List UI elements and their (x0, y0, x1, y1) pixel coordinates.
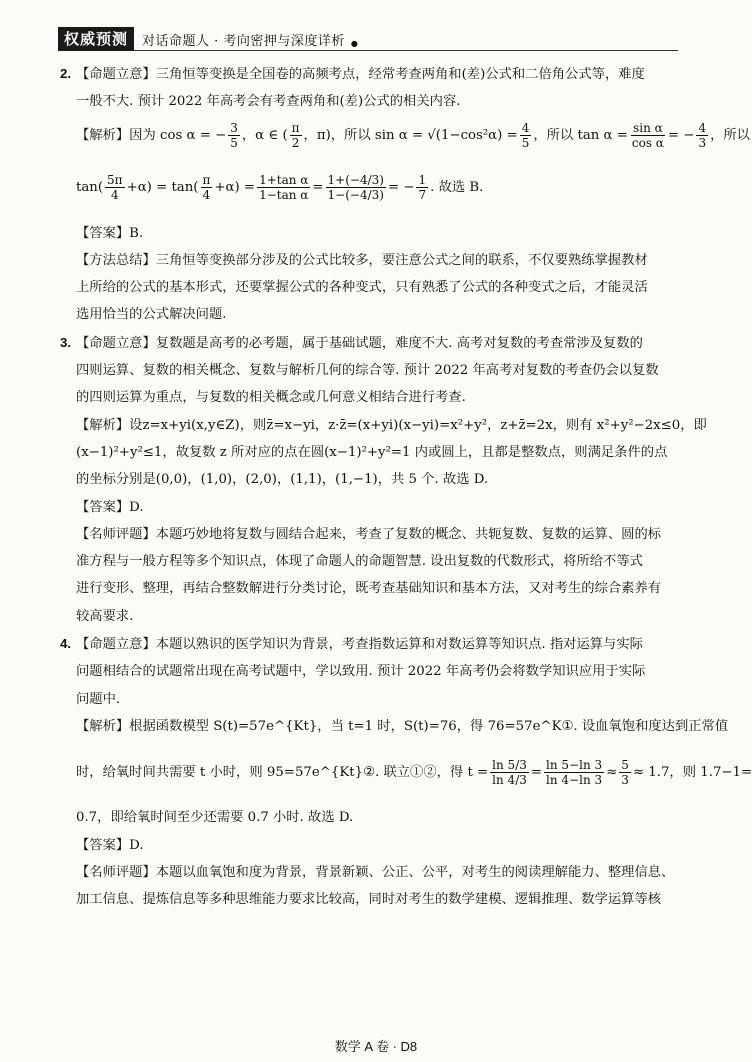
page-content (56, 60, 752, 913)
q3-comment-line-3: 进行变形、整理，再结合整数解进行分类讨论，既考查基础知识和基本方法，又对考生的综合素养有 (76, 581, 662, 597)
fraction: $\frac{4}{5}$ (521, 121, 530, 151)
q2-tan-line: tan( $\frac{5\pi}{4}$ +α) = tan( $\frac{\pi}{4}$ +α) = $\frac{\text{1+tan α}}{\text{1−tan α}}$ = $\frac{1+(-4/3)}{1-(-4/3)}$ = − $\frac{1}{7}$ . 故选 B. (76, 173, 484, 203)
fraction: $\frac{1+(-4/3)}{1-(-4/3)}$ (327, 173, 384, 203)
page-header (58, 28, 678, 51)
q4-intro-line-2: 问题相结合的试题常出现在高考试题中，学以致用. 预计 2022 年高考仍会将数学知识应用于实际 (76, 664, 646, 680)
fraction: $\frac{\pi}{2}$ (291, 121, 300, 151)
header-subtitle: 对话命题人 · 考向密押与深度详析 (142, 33, 345, 49)
question-4 (56, 630, 752, 913)
q4-comment-line-2: 加工信息、提炼信息等多种思维能力要求比较高，同时对考生的数学建模、逻辑推理、数学运算等核 (76, 892, 662, 908)
question-3 (56, 329, 707, 630)
q3-solution-line-3: 的坐标分别是(0,0)，(1,0)，(2,0)，(1,1)，(1,−1)，共 5 个. 故选 D. (76, 472, 489, 488)
q3-comment-line-4: 较高要求. (76, 608, 134, 624)
fraction: $\frac{5\pi}{4}$ (107, 173, 123, 203)
q2-method-line-3: 选用恰当的公式解决问题. (76, 307, 227, 323)
q4-comment-line-1: 【名师评题】本题以血氧饱和度为背景，背景新颖、公正、公平，对考生的阅读理解能力、整理信息、 (76, 864, 675, 880)
q3-solution-line-2: (x−1)²+y²≤1，故复数 z 所对应的点在圆(x−1)²+y²=1 内或圆上，且都是整数点，则满足条件的点 (76, 444, 668, 460)
fraction: $\frac{3}{5}$ (230, 121, 238, 151)
fraction: $\frac{\pi}{4}$ (202, 173, 211, 203)
q4-solution-line-1: 【解析】根据函数模型 S(t)=57e^{Kt}，当 t=1 时，S(t)=76，得 76=57e^K①. 设血氧饱和度达到正常值 (76, 718, 729, 734)
fraction: $\frac{\text{1+tan α}}{\text{1−tan α}}$ (259, 173, 309, 203)
q4-answer: 【答案】D. (76, 837, 144, 853)
page-footer: 数学 A 卷 · D8 (334, 1039, 418, 1054)
q2-intro-line-2: 一般不大. 预计 2022 年高考会有考查两角和(差)公式的相关内容. (76, 94, 461, 110)
q3-intro-line-3: 的四则运算为重点，与复数的相关概念或几何意义相结合进行考查. (76, 390, 466, 406)
q3-intro-line-2: 四则运算、复数的相关概念、复数与解析几何的综合等. 预计 2022 年高考对复数的考查仍会以复数 (76, 363, 659, 379)
q3-answer: 【答案】D. (76, 499, 144, 515)
q3-intro-line-1: 3. 【命题立意】复数题是高考的必考题，属于基础试题，难度不大. 高考对复数的考查常涉及复数的 (76, 329, 692, 357)
fraction: $\frac{5}{3}$ (621, 757, 629, 787)
q4-intro-line-1: 4. 【命题立意】本题以熟识的医学知识为背景，考查指数运算和对数运算等知识点. 指对运算与实际 (76, 630, 692, 658)
q2-number: 2. (60, 66, 72, 81)
q4-number: 4. (60, 636, 72, 652)
header-mark: ● (350, 38, 358, 48)
q3-comment-line-1: 【名师评题】本题巧妙地将复数与圆结合起来，考查了复数的概念、共轭复数、复数的运算、圆的标 (76, 526, 662, 542)
q2-solution-line: 【解析】因为 cos α = − $\frac{3}{5}$ ，α ∈ ( $\frac{\pi}{2}$ ，π)，所以 sin α = √(1−cos²α) = $\frac{4}{5}$ ，所以 tan α = $\frac{\text{sin α}}{\text{cos α}}$ = − $\frac{4}{3}$ ，所以 (76, 121, 750, 151)
fraction: $\frac{\ln 5-\ln 3}{\ln 4-\ln 3}$ (546, 757, 603, 787)
fraction: $\frac{1}{7}$ (418, 173, 427, 203)
fraction: $\frac{4}{3}$ (698, 121, 707, 151)
q2-intro-line-1: 2. 【命题立意】三角恒等变换是全国卷的高频考点，经常考查两角和(差)公式和二倍角公式等，难度 (76, 60, 692, 88)
header-brand: 权威预测 (58, 27, 134, 51)
q3-number: 3. (60, 334, 72, 350)
fraction: $\frac{\text{sin α}}{\text{cos α}}$ (631, 121, 664, 151)
q3-comment-line-2: 准方程与一般方程等多个知识点，体现了命题人的命题智慧. 设出复数的代数形式，将所给不等式 (76, 554, 643, 570)
q4-solution-line-3: 0.7，即给氧时间至少还需要 0.7 小时. 故选 D. (76, 810, 354, 826)
q2-answer: 【答案】B. (76, 225, 144, 241)
fraction: $\frac{\ln 5/3}{\ln 4/3}$ (492, 757, 527, 787)
q4-solution-line-2: 时，给氧时间共需要 t 小时，则 95=57e^{Kt}②. 联立①②，得 t = $\frac{\ln 5/3}{\ln 4/3}$ = $\frac{\ln 5-\ln 3}{\ln 4-\ln 3}$ ≈ $\frac{5}{3}$ ≈ 1.7，则 1.7−1= (76, 757, 752, 787)
question-2 (56, 60, 750, 329)
q3-solution-line-1: 【解析】设z=x+yi(x,y∈Z)，则z̄=x−yi，z·z̄=(x+yi)(x−yi)=x²+y²，z+z̄=2x，则有 x²+y²−2x≤0，即 (76, 417, 707, 433)
q4-intro-line-3: 问题中. (76, 691, 121, 707)
q2-method-line-1: 【方法总结】三角恒等变换部分涉及的公式比较多，要注意公式之间的联系，不仅要熟练掌握教材 (76, 252, 648, 268)
q2-method-line-2: 上所给的公式的基本形式，还要掌握公式的各种变式，只有熟悉了公式的各种变式之后，才能灵活 (76, 280, 648, 296)
